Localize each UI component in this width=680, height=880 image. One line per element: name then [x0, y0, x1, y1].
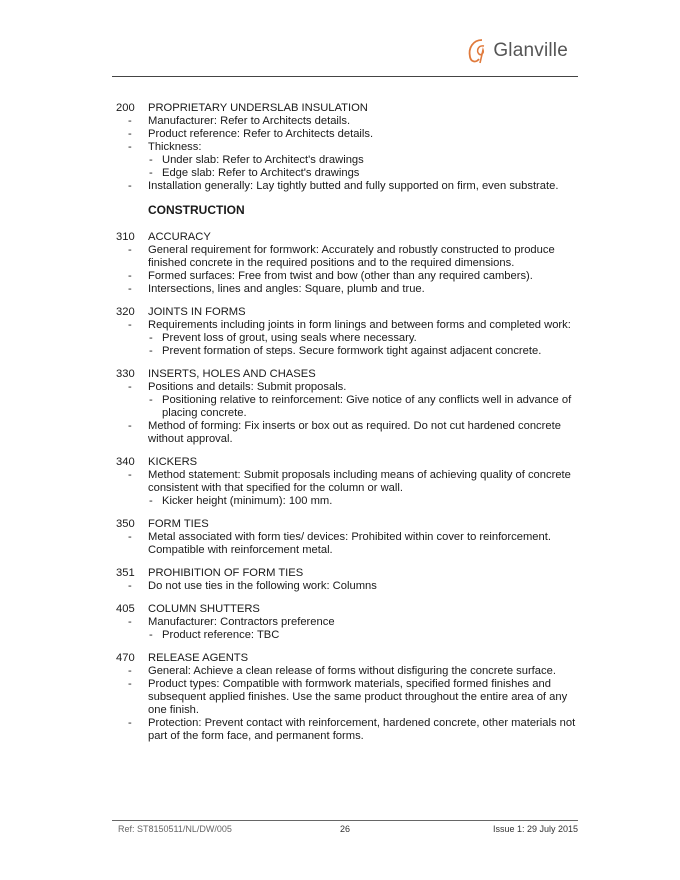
- clause-heading: [0, 603, 680, 616]
- footer-divider: [112, 820, 578, 821]
- company-logo: [465, 36, 568, 66]
- clause-heading: [0, 456, 680, 469]
- glanville-logo-icon: [465, 36, 489, 66]
- clause-item: [0, 381, 578, 394]
- bullet-dash: -: [149, 629, 153, 641]
- clause-title: ACCURACY: [148, 231, 211, 243]
- clause-number: 200: [116, 102, 135, 114]
- clause-350: [0, 518, 680, 557]
- clause-number: 470: [116, 652, 135, 664]
- clause-subitem-text: Under slab: Refer to Architect's drawings: [162, 154, 364, 166]
- clause-heading: [0, 102, 680, 115]
- clause-item-text: General: Achieve a clean release of forms without disfiguring the concrete surface.: [148, 665, 556, 677]
- clause-subitem: [0, 394, 578, 420]
- bullet-dash: -: [128, 283, 132, 295]
- section-heading-construction: CONSTRUCTION: [148, 203, 245, 217]
- clause-405: [0, 603, 680, 642]
- clause-item-text: Positions and details: Submit proposals.: [148, 381, 347, 393]
- clause-number: 310: [116, 231, 135, 243]
- clause-item-text: Product types: Compatible with formwork materials, specified formed finishes and subsequent applied finishes. Use the same product throughout the entire area of any one finish.: [148, 678, 568, 716]
- bullet-dash: -: [149, 154, 153, 166]
- clause-item-text: Manufacturer: Contractors preference: [148, 616, 335, 628]
- clause-title: RELEASE AGENTS: [148, 652, 249, 664]
- clause-item-text: Thickness:: [148, 141, 202, 153]
- clause-title: FORM TIES: [148, 518, 209, 530]
- bullet-dash: -: [149, 495, 153, 507]
- clause-number: 330: [116, 368, 135, 380]
- bullet-dash: -: [128, 381, 132, 393]
- clause-subitem: [0, 332, 578, 345]
- issue-date: Issue 1: 29 July 2015: [492, 824, 578, 834]
- bullet-dash: -: [128, 531, 132, 543]
- clause-number: 340: [116, 456, 135, 468]
- clause-title: INSERTS, HOLES AND CHASES: [148, 368, 316, 380]
- clause-number: 320: [116, 306, 135, 318]
- clause-item-text: Installation generally: Lay tightly butted and fully supported on firm, even substrate.: [148, 180, 559, 192]
- bullet-dash: -: [128, 244, 132, 256]
- clause-subitem-text: Edge slab: Refer to Architect's drawings: [162, 167, 360, 179]
- bullet-dash: -: [128, 580, 132, 592]
- clause-item: [0, 616, 578, 629]
- clause-title: PROHIBITION OF FORM TIES: [148, 567, 304, 579]
- header-divider: [112, 76, 578, 77]
- clause-heading: [0, 567, 680, 580]
- clause-subitem-text: Positioning relative to reinforcement: Give notice of any conflicts well in advance of placing concrete.: [162, 394, 572, 419]
- clause-item-text: Requirements including joints in form linings and between forms and completed work:: [148, 319, 571, 331]
- clause-title: JOINTS IN FORMS: [148, 306, 246, 318]
- bullet-dash: -: [149, 167, 153, 179]
- clause-item: [0, 141, 578, 154]
- clause-item-text: Metal associated with form ties/ devices: Prohibited within cover to reinforcement. Compatible with reinforcement metal.: [148, 531, 551, 556]
- bullet-dash: -: [128, 717, 132, 729]
- clause-subitem-text: Prevent formation of steps. Secure formwork tight against adjacent concrete.: [162, 345, 542, 357]
- clause-item: [0, 469, 578, 495]
- clause-item: [0, 580, 578, 593]
- clause-subitem: [0, 345, 578, 358]
- clause-351: [0, 567, 680, 593]
- clause-item: [0, 717, 578, 743]
- clause-item-text: Intersections, lines and angles: Square, plumb and true.: [148, 283, 425, 295]
- clause-item-text: General requirement for formwork: Accurately and robustly constructed to produce finished concrete in the required positions and to the required dimensions.: [148, 244, 555, 269]
- bullet-dash: -: [128, 270, 132, 282]
- bullet-dash: -: [149, 345, 153, 357]
- clause-item: [0, 678, 578, 717]
- clause-subitem-text: Prevent loss of grout, using seals where necessary.: [162, 332, 417, 344]
- bullet-dash: -: [128, 180, 132, 192]
- clause-item-text: Product reference: Refer to Architects details.: [148, 128, 374, 140]
- bullet-dash: -: [149, 332, 153, 344]
- clause-item-text: Protection: Prevent contact with reinforcement, hardened concrete, other materials not part of the form face, and permanent forms.: [148, 717, 576, 742]
- document-reference: Ref: ST8150511/NL/DW/005: [118, 824, 232, 834]
- clause-subitem: [0, 167, 578, 180]
- clause-heading: [0, 652, 680, 665]
- clause-item: [0, 270, 578, 283]
- clause-310: [0, 231, 680, 296]
- clause-item: [0, 665, 578, 678]
- clause-item: [0, 180, 578, 193]
- bullet-dash: -: [128, 141, 132, 153]
- bullet-dash: -: [128, 128, 132, 140]
- clause-title: KICKERS: [148, 456, 198, 468]
- bullet-dash: -: [128, 469, 132, 481]
- clause-item: [0, 244, 578, 270]
- clause-320: [0, 306, 680, 358]
- clause-item-text: Do not use ties in the following work: Columns: [148, 580, 377, 592]
- bullet-dash: -: [128, 420, 132, 432]
- clause-heading: [0, 518, 680, 531]
- clause-number: 350: [116, 518, 135, 530]
- document-body: [0, 102, 680, 753]
- bullet-dash: -: [128, 115, 132, 127]
- clause-item-text: Method of forming: Fix inserts or box out as required. Do not cut hardened concrete without approval.: [148, 420, 561, 445]
- clause-title: COLUMN SHUTTERS: [148, 603, 260, 615]
- clause-470: [0, 652, 680, 743]
- bullet-dash: -: [128, 616, 132, 628]
- bullet-dash: -: [128, 665, 132, 677]
- clause-heading: [0, 368, 680, 381]
- bullet-dash: -: [128, 319, 132, 331]
- clause-subitem: [0, 154, 578, 167]
- clause-subitem-text: Product reference: TBC: [162, 629, 280, 641]
- clause-number: 405: [116, 603, 135, 615]
- clause-item: [0, 128, 578, 141]
- logo-text: Glanville: [493, 40, 568, 61]
- clause-item-text: Method statement: Submit proposals including means of achieving quality of concrete consistent with that specified for the column or wall.: [148, 469, 571, 494]
- page-number: 26: [340, 824, 351, 834]
- clause-subitem-text: Kicker height (minimum): 100 mm.: [162, 495, 333, 507]
- clause-subitem: [0, 495, 578, 508]
- clause-340: [0, 456, 680, 508]
- clause-number: 351: [116, 567, 135, 579]
- clause-heading: [0, 306, 680, 319]
- clause-subitem: [0, 629, 578, 642]
- clause-item-text: Formed surfaces: Free from twist and bow (other than any required cambers).: [148, 270, 533, 282]
- bullet-dash: -: [149, 394, 153, 406]
- clause-330: [0, 368, 680, 446]
- clause-item: [0, 531, 578, 557]
- clause-200: [0, 102, 680, 193]
- clause-item-text: Manufacturer: Refer to Architects details.: [148, 115, 351, 127]
- clause-title: PROPRIETARY UNDERSLAB INSULATION: [148, 102, 368, 114]
- bullet-dash: -: [128, 678, 132, 690]
- clause-item: [0, 115, 578, 128]
- clause-item: [0, 283, 578, 296]
- clause-item: [0, 420, 578, 446]
- clause-heading: [0, 231, 680, 244]
- clause-item: [0, 319, 578, 332]
